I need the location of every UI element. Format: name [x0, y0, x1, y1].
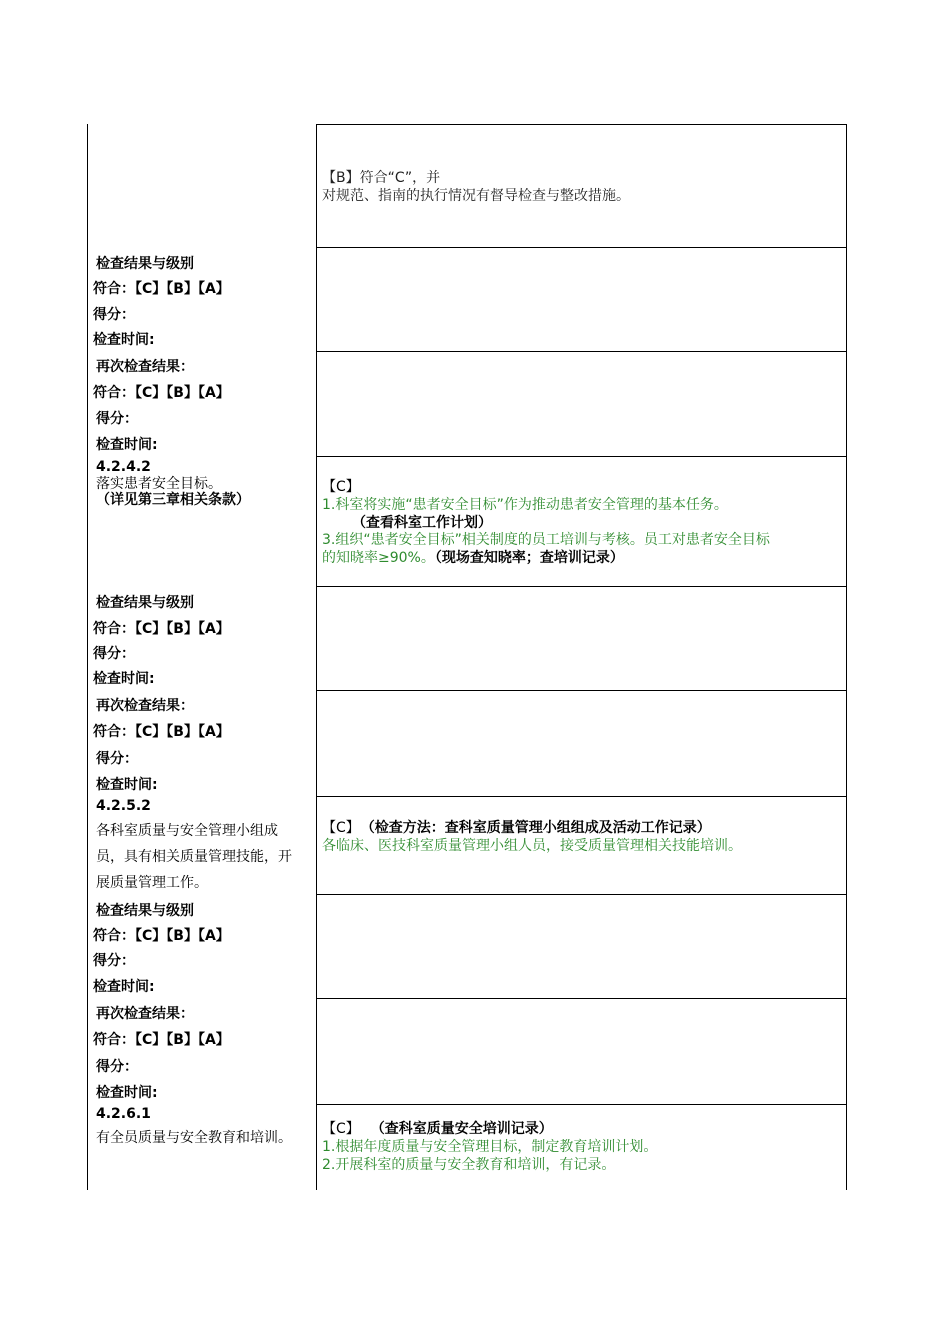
grade-4252: 【C】: [322, 820, 360, 836]
req-4261-1: 1.根据年度质量与安全管理目标，制定教育培训计划。: [322, 1139, 658, 1155]
recheck-conform-1: 符合：【C】【B】【A】: [93, 385, 230, 401]
item-desc-4261-1: 有全员质量与安全教育和培训。: [96, 1130, 292, 1146]
item-desc-4252-3: 展质量管理工作。: [96, 875, 208, 891]
recheck-score-3: 得分：: [96, 1059, 138, 1075]
result-conform-2: 符合：【C】【B】【A】: [93, 621, 230, 637]
result-score-2: 得分：: [93, 646, 135, 662]
grade-4261: 【C】: [322, 1121, 360, 1137]
result-time-2: 检查时间:: [93, 671, 155, 687]
result-title-1: 检查结果与级别: [96, 256, 194, 272]
recheck-conform-3: 符合：【C】【B】【A】: [93, 1032, 230, 1048]
req-4242-3: 3.组织“患者安全目标”相关制度的员工培训与考核。员工对患者安全目标: [322, 532, 770, 548]
result-conform-3: 符合：【C】【B】【A】: [93, 928, 230, 944]
req-4242-3-method: （现场查知晓率；查培训记录）: [434, 550, 624, 566]
grade-4242: 【C】: [322, 479, 360, 495]
method-4261: （查科室质量安全培训记录）: [377, 1121, 553, 1137]
req-4261-2: 2.开展科室的质量与安全教育和培训，有记录。: [322, 1157, 616, 1173]
right-cell-5: [316, 586, 847, 691]
result-time-3: 检查时间:: [93, 979, 155, 995]
recheck-time-1: 检查时间:: [96, 437, 158, 453]
recheck-title-2: 再次检查结果：: [96, 698, 194, 714]
item-desc-4242-1: 落实患者安全目标。: [96, 476, 222, 492]
result-title-2: 检查结果与级别: [96, 595, 194, 611]
method-4252: （检查方法：查科室质量管理小组组成及活动工作记录）: [367, 820, 711, 836]
result-score-3: 得分：: [93, 953, 135, 969]
result-score-1: 得分：: [93, 307, 135, 323]
req-4242-1: 1.科室将实施“患者安全目标”作为推动患者安全管理的基本任务。: [322, 497, 728, 513]
item-desc-4252-2: 员，具有相关质量管理技能，开: [96, 849, 292, 865]
left-border-line: [87, 124, 88, 1190]
cell1-line1: 【B】符合“C”，并: [322, 170, 441, 186]
right-cell-8: [316, 894, 847, 999]
recheck-score-2: 得分：: [96, 751, 138, 767]
result-title-3: 检查结果与级别: [96, 903, 194, 919]
recheck-conform-2: 符合：【C】【B】【A】: [93, 724, 230, 740]
result-time-1: 检查时间:: [93, 332, 155, 348]
item-desc-4242-2: （详见第三章相关条款）: [96, 492, 250, 508]
recheck-score-1: 得分：: [96, 411, 138, 427]
recheck-title-1: 再次检查结果：: [96, 359, 194, 375]
recheck-time-2: 检查时间:: [96, 777, 158, 793]
result-conform-1: 符合：【C】【B】【A】: [93, 281, 230, 297]
right-cell-6: [316, 690, 847, 797]
item-code-4252: 4.2.5.2: [96, 798, 151, 814]
req-4242-1-method: （查看科室工作计划）: [352, 515, 492, 531]
item-code-4261: 4.2.6.1: [96, 1106, 151, 1122]
req-4242-3-rate: 的知晓率≥90%。: [322, 550, 435, 566]
recheck-title-3: 再次检查结果：: [96, 1006, 194, 1022]
item-code-4242: 4.2.4.2: [96, 459, 151, 475]
recheck-time-3: 检查时间:: [96, 1085, 158, 1101]
cell1-line2: 对规范、指南的执行情况有督导检查与整改措施。: [322, 188, 630, 204]
right-cell-3: [316, 351, 847, 457]
item-desc-4252-1: 各科室质量与安全管理小组成: [96, 823, 278, 839]
right-cell-2: [316, 247, 847, 352]
req-4252-1: 各临床、医技科室质量管理小组人员，接受质量管理相关技能培训。: [322, 838, 742, 854]
right-cell-9: [316, 998, 847, 1105]
